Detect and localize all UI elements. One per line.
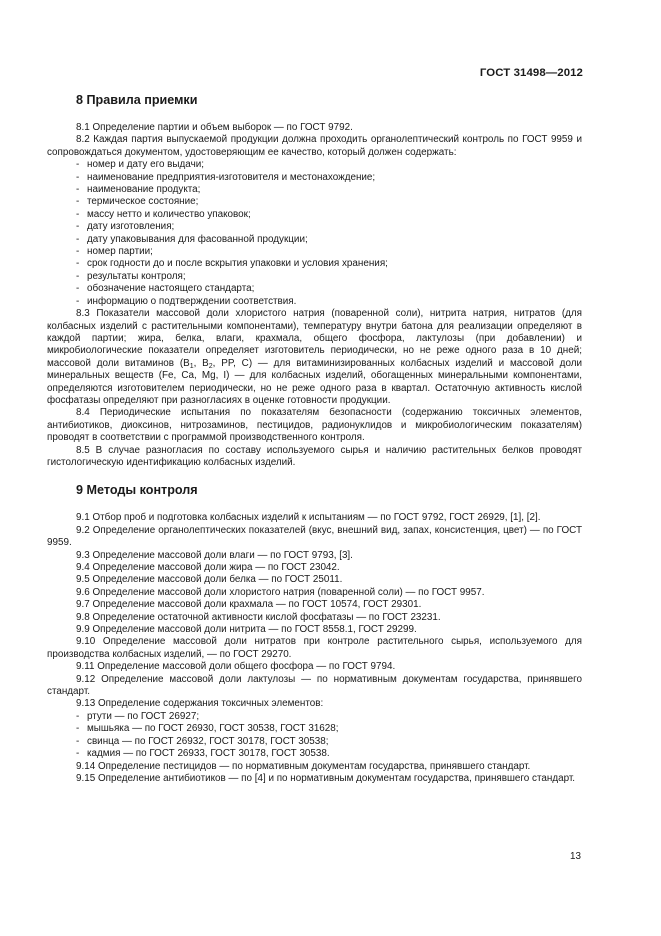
para-8-2: 8.2 Каждая партия выпускаемой продукции должна проходить органолептический контроль по ГОСТ 9959 и сопровождаться документом, удостоверяющим ее качество, который должен содержать: (47, 134, 582, 158)
para-9-13: 9.13 Определение содержания токсичных элементов: (76, 698, 324, 710)
list-item: - кадмия — по ГОСТ 26933, ГОСТ 30178, ГОСТ 30538. (76, 748, 330, 760)
section-8-title: 8 Правила приемки (76, 93, 198, 107)
list-item: - номер партии; (76, 246, 153, 258)
list-item: - дату упаковывания для фасованной продукции; (76, 233, 308, 245)
para-9-10: 9.10 Определение массовой доли нитратов при контроле растительного сырья, используемого для производства колбасных изделий, — по ГОСТ 29270. (47, 636, 582, 660)
para-9-2: 9.2 Определение органолептических показателей (вкус, внешний вид, запах, консистенция, цвет) — по ГОСТ 9959. (47, 524, 582, 549)
list-item: - номер и дату его выдачи; (76, 159, 204, 171)
para-9-6: 9.6 Определение массовой доли хлористого натрия (поваренной соли) — по ГОСТ 9957. (76, 586, 485, 598)
para-9-7: 9.7 Определение массовой доли крахмала — по ГОСТ 10574, ГОСТ 29301. (76, 599, 422, 611)
toxic-elements-list (47, 711, 582, 761)
list-item: - наименование продукта; (76, 184, 201, 196)
para-9-11: 9.11 Определение массовой доли общего фосфора — по ГОСТ 9794. (76, 661, 396, 673)
para-9-4: 9.4 Определение массовой доли жира — по ГОСТ 23042. (76, 562, 340, 573)
para-9-12: 9.12 Определение массовой доли лактулозы — по нормативным документам государства, принявшего стандарт. (47, 673, 582, 698)
para-9-3: 9.3 Определение массовой доли влаги — по ГОСТ 9793, [3]. (76, 549, 353, 561)
para-9-14: 9.14 Определение пестицидов — по нормативным документам государства, принявшего стандарт. (76, 760, 531, 772)
para-9-1: 9.1 Отбор проб и подготовка колбасных изделий к испытаниям — по ГОСТ 9792, ГОСТ 26929, [1], [2]. (76, 512, 541, 524)
list-item: - массу нетто и количество упаковок; (76, 208, 251, 220)
list-item: - информацию о подтверждении соответствия. (76, 295, 297, 307)
para-9-15: 9.15 Определение антибиотиков — по [4] и по нормативным документам государства, принявшего стандарт. (76, 772, 576, 784)
list-item: - срок годности до и после вскрытия упаковки и условия хранения; (76, 258, 388, 270)
para-8-3: 8.3 Показатели массовой доли хлористого натрия (поваренной соли), нитрита натрия, нитратов (для колбасных изделий с растительными компонентами), температуру внутри батона для реализации определяют в каждой партии; жира, белка, влаги, крахмала, общего фосфора, лактулозы (при добавлении) и микробиологические показатели определяет изготовитель периодически, но не реже одного раза в 10 дней; массовой доли витаминов ($B_1$, $B_2$, PP, C) — для витаминизированных колбасных изделий и массовой доли минеральных веществ (Fe, Ca, Mg, I) — для колбасных изделий, обогащенных минеральными компонентами, определяются изготовителем периодически, но не реже одного раза в квартал. Остаточную активность кислой фосфатазы определяют при разногласиях в оценке готовности продукции. (47, 308, 582, 406)
list-item: - ртути — по ГОСТ 26927; (76, 710, 200, 722)
para-9-5: 9.5 Определение массовой доли белка — по ГОСТ 25011. (76, 574, 343, 586)
page-content (47, 92, 582, 785)
list-item: - наименование предприятия-изготовителя и местонахождение; (76, 171, 376, 183)
section-9-title: 9 Методы контроля (76, 483, 198, 498)
list-item: - свинца — по ГОСТ 26932, ГОСТ 30178, ГОСТ 30538; (76, 735, 329, 747)
para-8-1: 8.1 Определение партии и объем выборок — по ГОСТ 9792. (76, 122, 353, 133)
list-item: - результаты контроля; (76, 270, 186, 282)
list-item: - обозначение настоящего стандарта; (76, 283, 255, 295)
standard-header: ГОСТ 31498—2012 (479, 67, 583, 79)
para-8-5: 8.5 В случае разногласия по составу используемого сырья и наличию растительных белков проводят гистологическую идентификацию колбасных изделий. (47, 444, 582, 468)
list-item: - дату изготовления; (76, 221, 175, 233)
para-9-9: 9.9 Определение массовой доли нитрита — по ГОСТ 8558.1, ГОСТ 29299. (76, 624, 417, 636)
para-8-4: 8.4 Периодические испытания по показателям безопасности (содержанию токсичных элементов, антибиотиков, диоксинов, нитрозаминов, пестицидов, радионуклидов и микробиологическим показателям) проводят в соответствии с программой производственного контроля. (47, 407, 582, 444)
list-item: - термическое состояние; (76, 196, 199, 208)
page-number: 13 (570, 851, 581, 862)
para-9-8: 9.8 Определение остаточной активности кислой фосфатазы — по ГОСТ 23231. (76, 611, 441, 623)
list-item: - мышьяка — по ГОСТ 26930, ГОСТ 30538, ГОСТ 31628; (76, 723, 339, 735)
document-contents-list (47, 159, 582, 308)
